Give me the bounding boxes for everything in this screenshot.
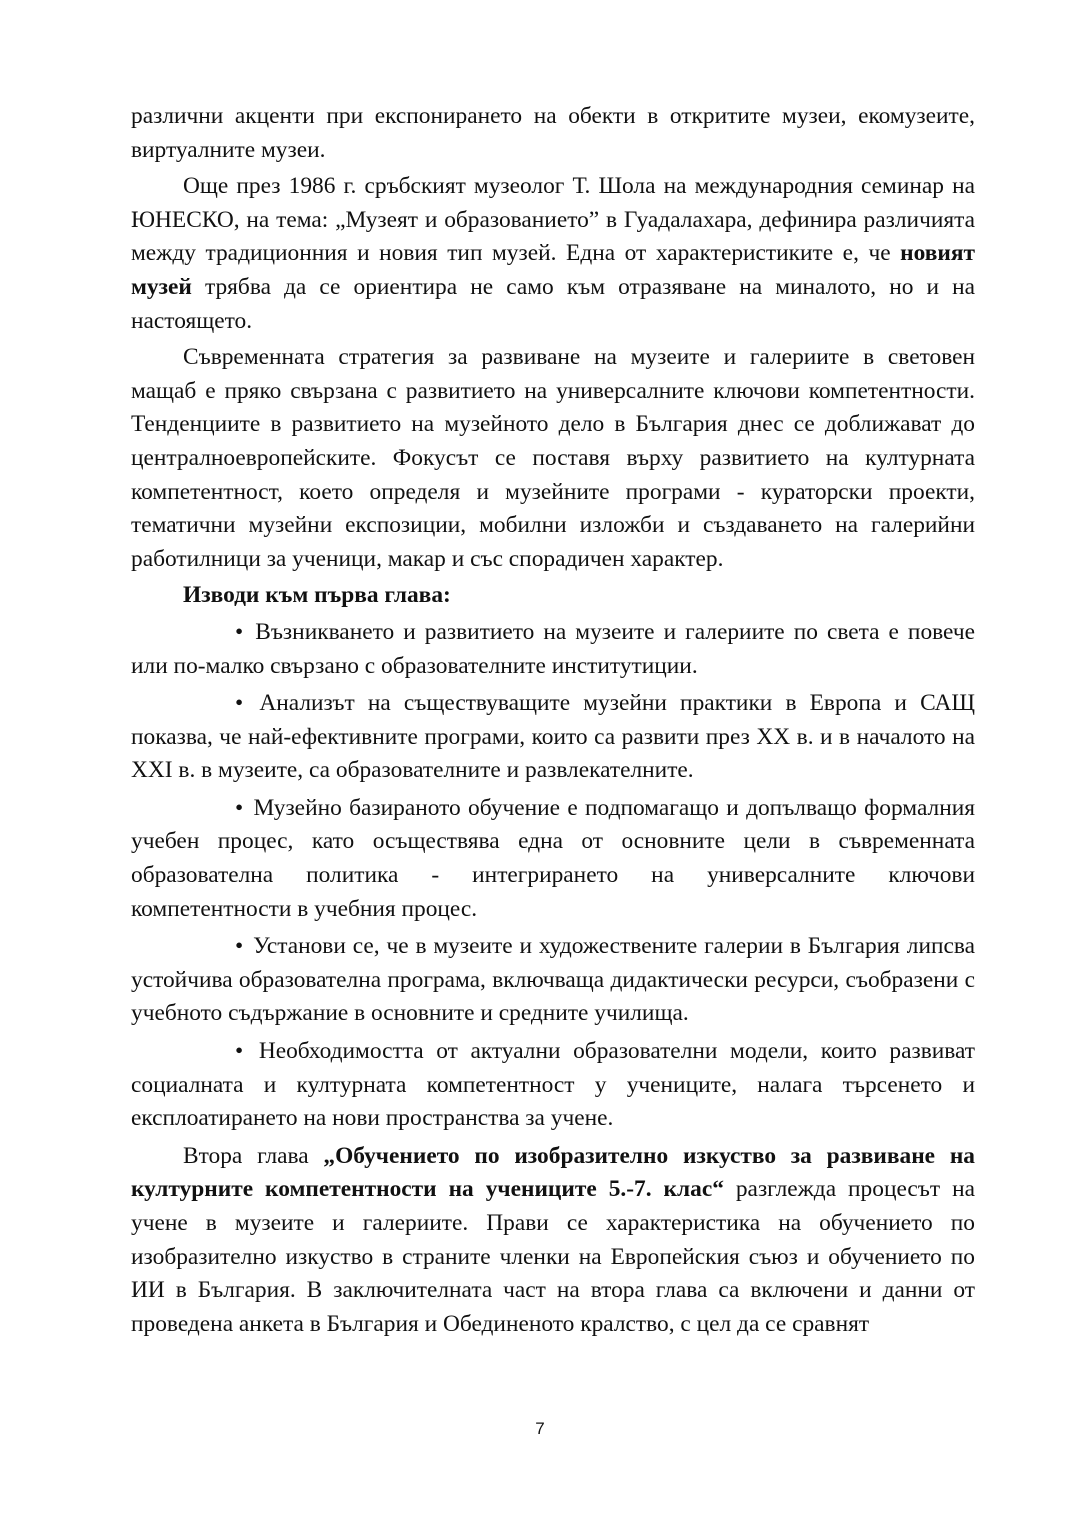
bullet-text: Възникването и развитието на музеите и галериите по света е повече или по-малко свързано с образователните институтиции. <box>131 618 975 679</box>
section-heading <box>131 579 975 613</box>
bullet-text: Необходимостта от актуални образователни модели, които развиват социалната и културната компетентност у учениците, налага търсенето и експлоатирането на нови пространства за учене. <box>131 1038 975 1132</box>
bold-term: новият музей <box>131 240 975 300</box>
paragraph-text: разглежда процесът на учене в музеите и галериите. Прави се характеристика на обучението по изобразително изкуство в страните членки на Европейския съюз и обучението по ИИ в България. В заключителната част на втора глава са включени и данни от проведена анкета в България и Обединеното кралство, с цел да се сравнят <box>131 1176 975 1337</box>
bullet-text: Музейно базираното обучение е подпомагащо и допълващо формалния учебен процес, като осъществява една от основните цели в съвременната образователна политика - интегрирането на универсалните ключови компетентности в учебния процес. <box>131 794 975 922</box>
paragraph-text: Още през 1986 г. сръбският музеолог Т. Шола на международния семинар на ЮНЕСКО, на тема: „Музеят и образованието” в Гуадалахара, дефинира различията между традиционния и новия тип музей. Една от характеристиките е, че <box>131 173 975 267</box>
bullet-text: Установи се, че в музеите и художествените галерии в България липсва устойчива образователна програма, включваща дидактически ресурси, съобразени с учебното съдържание в основните и средните училища. <box>131 933 975 1027</box>
paragraph-shola <box>131 170 975 338</box>
paragraph-text: различни акценти при експонирането на обекти в откритите музеи, екомузеите, виртуалните музеи. <box>131 103 975 163</box>
document-page <box>131 100 975 1341</box>
paragraph-continuation <box>131 100 975 167</box>
paragraph-text: Съвременната стратегия за развиване на музеите и галериите в световен мащаб е пряко свързана с развитието на универсалните ключови компетентности. Тенденциите в развитието на музейното дело в България днес се доближават до централноевропейските. Фокусът се поставя върху развитието на културната компетентност, което определя и музейните програми - кураторски проекти, тематични музейни експозиции, мобилни изложби и създаването на галерийни работилници за ученици, макар и със спорадичен характер. <box>131 344 975 572</box>
paragraph-text: Втора глава <box>183 1142 324 1169</box>
conclusion-bullet <box>131 792 975 926</box>
page-number: 7 <box>535 1419 545 1438</box>
paragraph-text: трябва да се ориентира не само към отразяване на миналото, но и на настоящето. <box>131 273 975 334</box>
bullet-text: Анализът на съществуващите музейни практики в Европа и САЩ показва, че най-ефективните програми, които са развити през XX в. и в началото на XXI в. в музеите, са образователните и развлекателните. <box>131 690 975 784</box>
conclusion-bullet <box>131 687 975 788</box>
conclusion-bullet <box>131 616 975 683</box>
conclusion-bullet <box>131 930 975 1031</box>
heading-text: Изводи към първа глава: <box>183 582 451 609</box>
chapter-title: „Обучението по изобразително изкуство за развиване на културните компетентности на учениците 5.-7. клас“ <box>131 1142 976 1203</box>
conclusion-bullet <box>131 1035 975 1136</box>
paragraph-chapter-two <box>131 1140 975 1342</box>
paragraph-strategy <box>131 341 975 576</box>
